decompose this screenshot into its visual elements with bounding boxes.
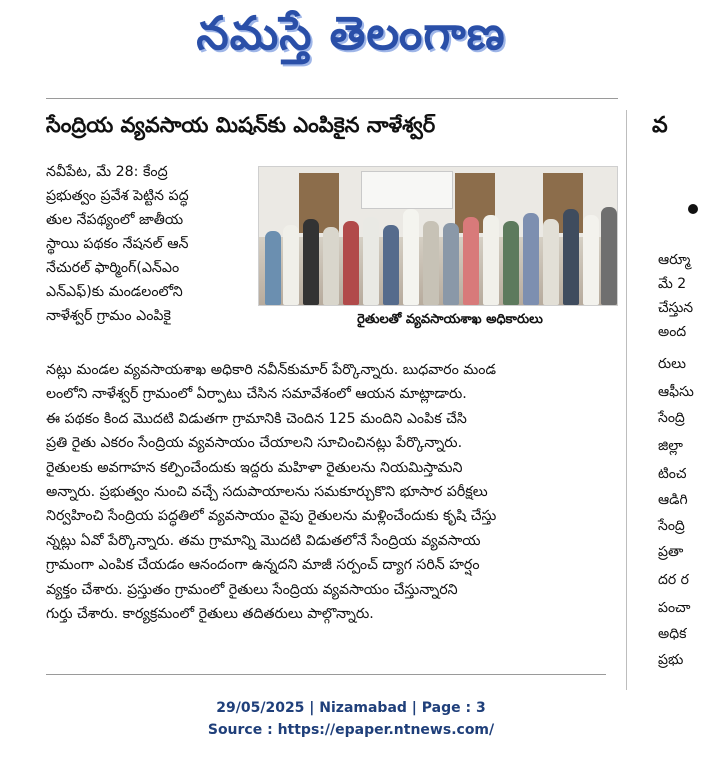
adjacent-line: జిల్లా xyxy=(658,438,683,454)
photo-person xyxy=(543,219,559,305)
headline-rule xyxy=(46,98,618,99)
masthead-logo: నమస్తే తెలంగాణ xyxy=(196,6,506,60)
body-line: లంలోని నాళేశ్వర్ గ్రామంలో ఏర్పాటు చేసిన సమావేశంలో ఆయన మాట్లాడారు. xyxy=(46,386,467,403)
body-line: అన్నారు. ప్రభుత్వం నుంచి వచ్చే సదుపాయాలను సమకూర్చుకొని భూసార పరీక్షలు xyxy=(46,484,488,501)
footer-dateline: 29/05/2025 | Nizamabad | Page : 3 xyxy=(216,700,486,716)
adjacent-line: దర ర xyxy=(658,572,689,588)
adjacent-line: మే 2 xyxy=(658,276,687,292)
adjacent-line: ఆడిగి xyxy=(658,492,688,508)
article-body xyxy=(46,358,616,626)
adjacent-line: అధిక xyxy=(658,626,687,642)
bullet-icon xyxy=(688,204,698,214)
adjacent-line: ప్రభు xyxy=(658,652,684,668)
body-line: ప్రతి రైతు ఎకరం సేంద్రియ వ్యవసాయం చేయాలని సూచించినట్లు పేర్కొన్నారు. xyxy=(46,435,463,452)
body-line: వ్యక్తం చేశారు. ప్రస్తుతం గ్రామంలో రైతులు సేంద్రియ వ్యవసాయం చేస్తున్నారని xyxy=(46,581,458,598)
lead-line: ఎన్‌ఎఫ్)కు మండలంలోని xyxy=(46,284,183,300)
body-line: గ్రామంగా ఎంపిక చేయడం ఆనందంగా ఉన్నదని మాజీ సర్పంచ్ ద్యాగ సరిన్ హర్షం xyxy=(46,557,480,574)
adjacent-line: అంద xyxy=(658,324,687,340)
adjacent-line: రులు xyxy=(658,356,686,372)
adjacent-article-column xyxy=(652,112,702,692)
photo-person xyxy=(383,225,399,305)
photo-banner xyxy=(361,171,453,209)
lead-line: ప్రభుత్వం ప్రవేశ పెట్టిన పద్ధ xyxy=(46,188,189,204)
body-line: గుర్తు చేశారు. కార్యక్రమంలో రైతులు తదితరులు పాల్గొన్నారు. xyxy=(46,606,374,623)
lead-line: నేచురల్ ఫార్మింగ్(ఎన్‌ఎం xyxy=(46,260,180,276)
lead-line: తుల నేపథ్యంలో జాతీయ xyxy=(46,212,184,228)
photo-person xyxy=(423,221,439,305)
article-headline: సేంద్రియ వ్యవసాయ మిషన్‌కు ఎంపికైన నాళేశ్వర్ xyxy=(46,112,436,137)
adjacent-line: టించ xyxy=(658,466,687,482)
photo-person xyxy=(463,217,479,305)
lead-line: నాళేశ్వర్ గ్రామం ఎంపికై xyxy=(46,308,171,324)
photo-person xyxy=(343,221,359,305)
photo-person xyxy=(483,215,499,305)
adjacent-line: పంచా xyxy=(658,600,691,616)
photo-person xyxy=(403,209,419,305)
article-photo xyxy=(258,166,618,306)
photo-caption: రైతులతో వ్యవసాయశాఖ అధికారులు xyxy=(357,312,543,327)
photo-person xyxy=(265,231,281,305)
adjacent-line: ప్రతా xyxy=(658,544,684,560)
adjacent-line: సేంద్రి xyxy=(658,518,685,534)
article-lead xyxy=(46,160,254,328)
body-line: నట్లు మండల వ్యవసాయశాఖ అధికారి నవీన్‌కుమార్ పేర్కొన్నారు. బుధవారం మండ xyxy=(46,362,496,378)
body-line: రైతులకు అవగాహన కల్పించేందుకు ఇద్దరు మహిళా రైతులను నియమిస్తామని xyxy=(46,459,463,476)
footer-source: Source : https://epaper.ntnews.com/ xyxy=(207,722,495,738)
lead-line: స్థాయి పథకం నేషనల్ ఆన్ xyxy=(46,236,189,252)
photo-person xyxy=(283,225,299,305)
adjacent-line: సేంద్రి xyxy=(658,410,685,426)
photo-person xyxy=(443,223,459,305)
lead-line: నవీపేట, మే 28: కేంద్ర xyxy=(46,164,168,180)
adjacent-line: చేస్తున xyxy=(658,300,694,316)
photo-person xyxy=(323,227,339,305)
column-divider xyxy=(626,110,627,690)
body-line: న్నట్లు ఏవో పేర్కొన్నారు. తమ గ్రామాన్ని మొదటి విడుతలోనే సేంద్రియ వ్యవసాయ xyxy=(46,532,481,549)
adjacent-line: ఆర్మూ xyxy=(658,252,691,268)
body-line: ఈ పథకం కింద మొదటి విడుతగా గ్రామానికి చెందిన 125 మందిని ఎంపిక చేసి xyxy=(46,410,467,427)
photo-person xyxy=(503,221,519,305)
adjacent-line: ఆఫీసు xyxy=(658,384,694,400)
photo-person xyxy=(563,209,579,305)
adjacent-headline-fragment: వ xyxy=(652,112,668,138)
photo-person xyxy=(523,213,539,305)
body-line: నిర్వహించి సేంద్రియ పద్ధతిలో వ్యవసాయం వైపు రైతులను మళ్లించేందుకు కృషి చేస్తు xyxy=(46,508,497,525)
photo-person xyxy=(583,215,599,305)
article-bottom-rule xyxy=(46,674,606,675)
photo-person xyxy=(363,217,379,305)
photo-person xyxy=(303,219,319,305)
photo-person xyxy=(601,207,617,305)
